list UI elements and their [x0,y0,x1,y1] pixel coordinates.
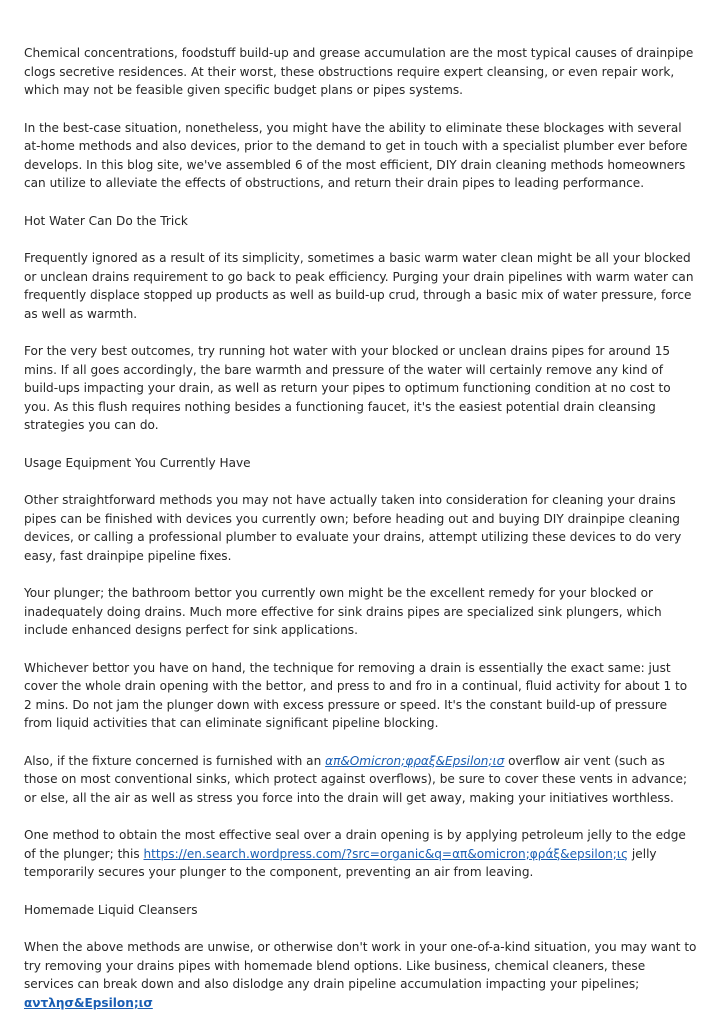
paragraph-best-case: In the best-case situation, nonetheless, you might have the ability to eliminate these blockages with several at-home methods and also devices, prior to the demand to get in touch with a specialist plumber ever before develops. In this blog site, we've assembled 6 of the most efficient, DIY drain cleaning methods homeowners can utilize to alleviate the effects of obstructions, and return their drain pipes to leading performance. [24,120,688,190]
seal-text-after: jelly temporarily secures your plunger to the component, preventing an air from leaving. [24,846,657,879]
paragraph-equipment-1: Other straightforward methods you may not have actually taken into consideration for cleaning your drains pipes can be finished with devices you currently own; before heading out and buying DIY drainpipe cleaning devices, or calling a professional plumber to evaluate your drains, attempt utilizing these devices to do very easy, fast drainpipe pipeline fixes. [24,493,682,563]
paragraph-hot-water-2: For the very best outcomes, try running hot water with your blocked or unclean drains pipes for around 15 mins. If all goes accordingly, the bare warmth and pressure of the water will certainly remove any kind of build-ups impacting your drain, as well as return your pipes to optimum functioning condition at no cost to you. As this flush requires nothing besides a functioning faucet, it's the easiest potential drain cleansing strategies you can do. [24,344,671,432]
heading-homemade: Homemade Liquid Cleansers [24,902,198,917]
paragraph-seal [24,826,698,882]
overflow-text-before: Also, if the fixture concerned is furnished with an [24,753,326,768]
article-body [24,44,698,1031]
paragraph-intro: Chemical concentrations, foodstuff build-up and grease accumulation are the most typical causes of drainpipe clogs secretive residences. At their worst, these obstructions require expert cleansing, or even repair work, which may not be feasible given specific budget plans or pipes systems. [24,46,694,97]
wordpress-search-link[interactable]: https://en.search.wordpress.com/?src=organic&q=απ&omicron;φράξ&epsilon;ις [143,846,629,861]
paragraph-overflow [24,752,698,808]
greek-link-2[interactable]: αντλησ&Epsilon;ισ [24,995,153,1010]
paragraph-homemade [24,938,698,1012]
seal-text-before: One method to obtain the most effective seal over a drain opening is by applying petroleum jelly to the edge of the plunger; this [24,828,686,861]
paragraph-plunger: Your plunger; the bathroom bettor you currently own might be the excellent remedy for your blocked or inadequately doing drains. Much more effective for sink drains pipes are specialized sink plungers, which include enhanced designs perfect for sink applications. [24,586,662,637]
paragraph-technique: Whichever bettor you have on hand, the technique for removing a drain is essentially the exact same: just cover the whole drain opening with the bettor, and press to and fro in a continual, fluid activity for about 1 to 2 mins. Do not jam the plunger down with excess pressure or speed. It's the constant build-up of pressure from liquid activities that can eliminate significant pipeline blocking. [24,660,688,730]
homemade-text-before: When the above methods are unwise, or otherwise don't work in your one-of-a-kind situation, you may want to try removing your drains pipes with homemade blend options. Like business, chemical cleaners, these services can break down and also dislodge any drain pipeline accumulation impacting your pipelines; [24,940,697,991]
heading-hot-water: Hot Water Can Do the Trick [24,213,188,228]
overflow-text-after: overflow air vent (such as those on most conventional sinks, which protect against overflows), be sure to cover these vents in advance; or else, all the air as well as stress you force into the drain will get away, making your initiatives worthless. [24,753,688,805]
paragraph-hot-water-1: Frequently ignored as a result of its simplicity, sometimes a basic warm water clean might be all your blocked or unclean drains requirement to go back to peak efficiency. Purging your drain pipelines with warm water can frequently displace stopped up products as well as build-up crud, through a basic mix of water pressure, force as well as warmth. [24,251,694,321]
greek-link-1[interactable]: απ&Omicron;φραξ&Epsilon;ισ [325,753,505,768]
heading-equipment: Usage Equipment You Currently Have [24,455,251,470]
